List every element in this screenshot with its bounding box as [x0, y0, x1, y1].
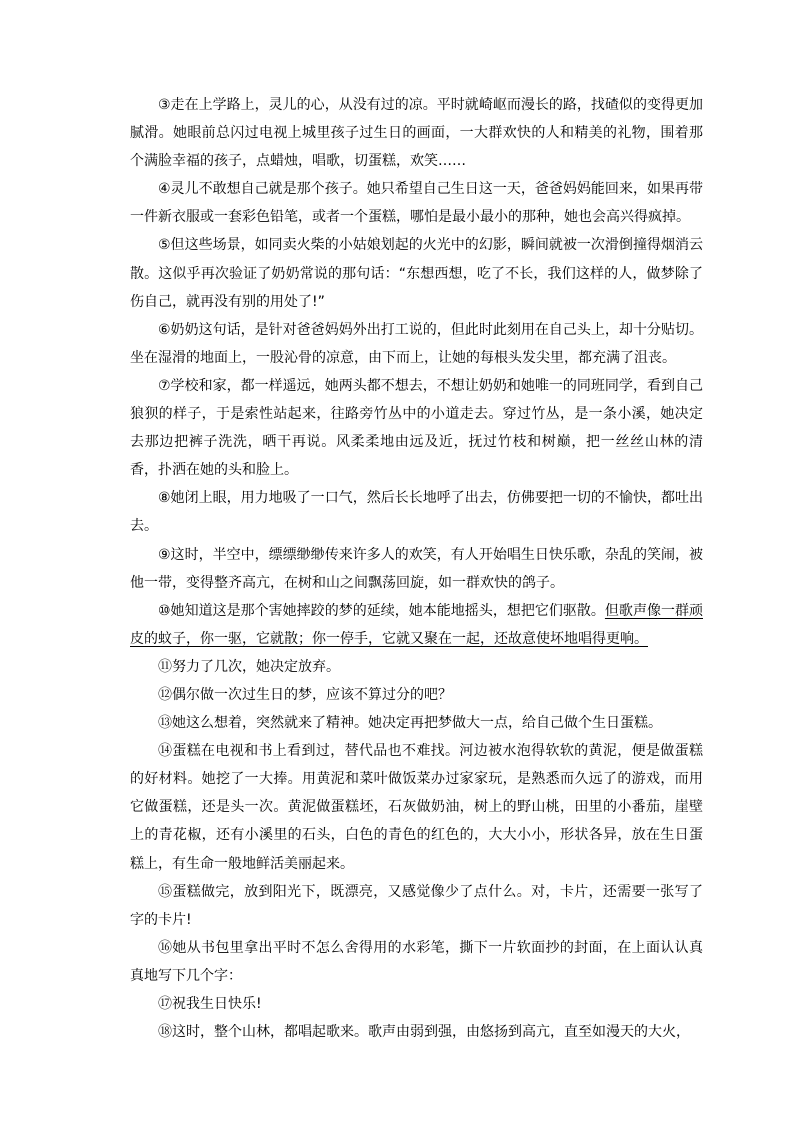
- paragraph-11: ⑪努力了几次，她决定放弃。: [158, 658, 340, 675]
- underlined-sentence: 但歌声像一群顽皮的蚊子，你一驱，它就散；你一停手，它就又聚在一起，还故意使坏地唱得更响。: [130, 602, 703, 647]
- paragraph-5: ⑤但这些场景，如同卖火柴的小姑娘划起的火光中的幻影，瞬间就被一次滑倒撞得烟消云散。这似乎再次验证了奶奶常说的那句话：“东想西想，吃了不长，我们这样的人，做梦除了伤自己，就再没有别的用处了!”: [130, 237, 703, 310]
- document-body: [130, 91, 703, 1046]
- paragraph-10: [130, 597, 703, 653]
- paragraph-3: ③走在上学路上，灵儿的心，从没有过的凉。平时就崎岖而漫长的路，找碴似的变得更加腻滑。她眼前总闪过电视上城里孩子过生日的画面，一大群欢快的人和精美的礼物，围着那个满脸幸福的孩子，点蜡烛，唱歌，切蛋糕，欢笑……: [130, 97, 703, 170]
- paragraph-16: ⑯她从书包里拿出平时不怎么舍得用的水彩笔，撕下一片软面抄的封面，在上面认认真真地写下几个字：: [130, 939, 703, 984]
- paragraph-4: ④灵儿不敢想自己就是那个孩子。她只希望自己生日这一天，爸爸妈妈能回来，如果再带一件新衣服或一套彩色铅笔，或者一个蛋糕，哪怕是最小最小的那种，她也会高兴得疯掉。: [130, 181, 703, 226]
- paragraph-12: ⑫偶尔做一次过生日的梦，应该不算过分的吧？: [158, 686, 452, 703]
- paragraph-9: ⑨这时，半空中，缥缥缈缈传来许多人的欢笑，有人开始唱生日快乐歌，杂乱的笑闹，被他一带，变得整齐高亢，在树和山之间飘荡回旋，如一群欢快的鸽子。: [130, 546, 703, 591]
- paragraph-17: ⑰祝我生日快乐!: [158, 996, 262, 1012]
- paragraph-15: ⑮蛋糕做完，放到阳光下，既漂亮，又感觉像少了点什么。对，卡片，还需要一张写了字的卡片!: [130, 883, 703, 928]
- paragraph-18: ⑱这时，整个山林，都唱起歌来。歌声由弱到强，由悠扬到高亢，直至如漫天的大火，: [158, 1024, 690, 1041]
- paragraph-6: ⑥奶奶这句话，是针对爸爸妈妈外出打工说的，但此时此刻用在自己头上，却十分贴切。坐在湿滑的地面上，一股沁骨的凉意，由下而上，让她的每根头发尖里，都充满了沮丧。: [130, 321, 703, 366]
- paragraph-10-text: ⑩她知道这是那个害她摔跤的梦的延续，她本能地摇头，想把它们驱散。: [158, 602, 605, 619]
- paragraph-7: ⑦学校和家，都一样遥远，她两头都不想去，不想让奶奶和她唯一的同班同学，看到自己狼狈的样子，于是索性站起来，往路旁竹丛中的小道走去。穿过竹丛，是一条小溪，她决定去那边把裤子洗洗，晒干再说。风柔柔地由远及近，抚过竹枝和树巅，把一丝丝山林的清香，扑洒在她的头和脸上。: [130, 377, 703, 479]
- paragraph-13: ⑬她这么想着，突然就来了精神。她决定再把梦做大一点，给自己做个生日蛋糕。: [158, 715, 662, 732]
- paragraph-14: ⑭蛋糕在电视和书上看到过，替代品也不难找。河边被水泡得软软的黄泥，便是做蛋糕的好材料。她挖了一大捧。用黄泥和菜叶做饭菜办过家家玩，是熟悉而久远了的游戏，而用它做蛋糕，还是头一次。黄泥做蛋糕坯，石灰做奶油，树上的野山桃，田里的小番茄，崖壁上的青花椒，还有小溪里的石头，白色的青色的红色的，大大小小，形状各异，放在生日蛋糕上，有生命一般地鲜活美丽起来。: [130, 743, 703, 872]
- paragraph-8: ⑧她闭上眼，用力地吸了一口气，然后长长地呼了出去，仿佛要把一切的不愉快，都吐出去。: [130, 490, 703, 535]
